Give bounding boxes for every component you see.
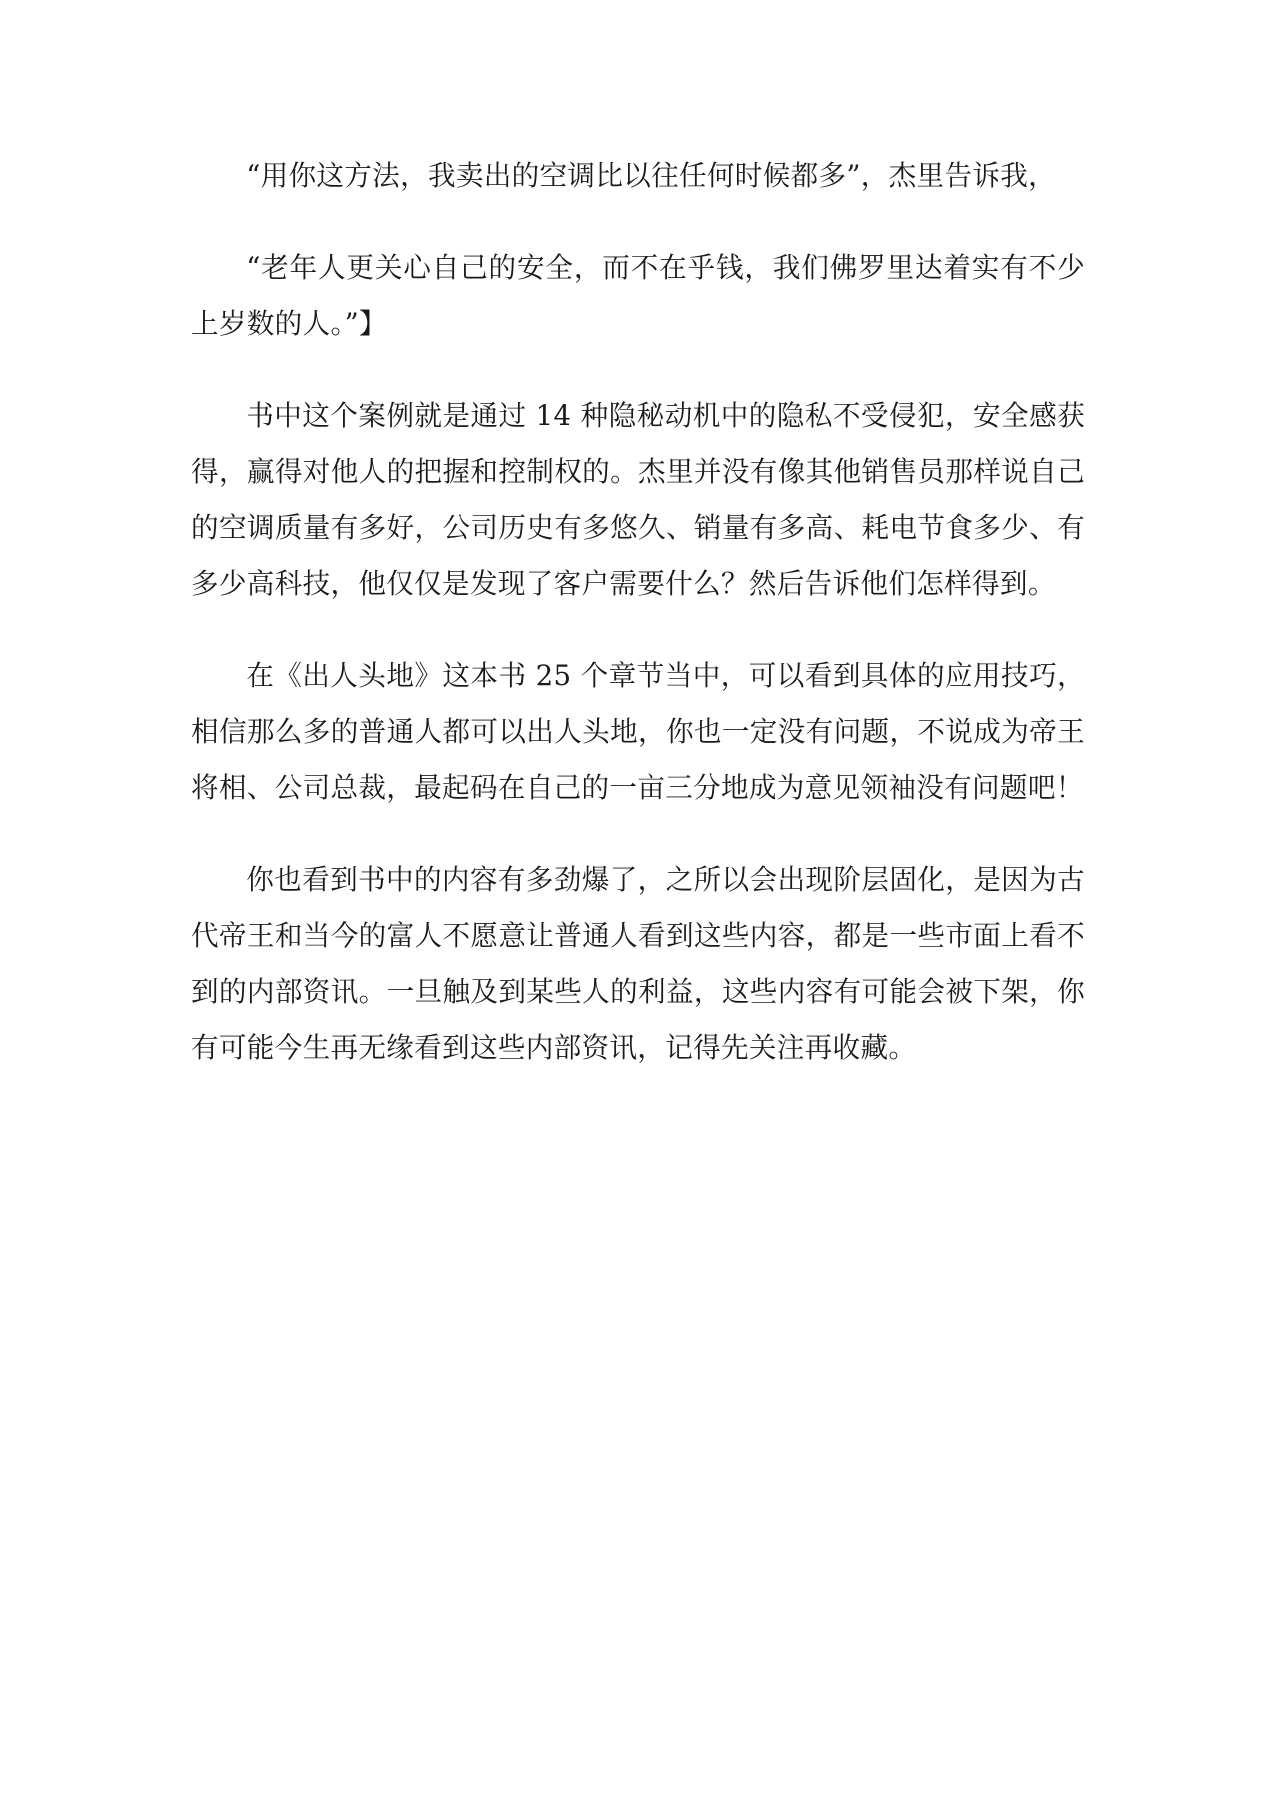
paragraph-quote-elderly: “老年人更关心自己的安全，而不在乎钱，我们佛罗里达着实有不少上岁数的人。”】 <box>191 251 1085 340</box>
paragraph-book-chapters: 在《出人头地》这本书 25 个章节当中，可以看到具体的应用技巧，相信那么多的普通人都可以出人头地，你也一定没有问题，不说成为帝王将相、公司总裁，最起码在自己的一亩三分地成为意见领袖没有问题吧！ <box>191 659 1085 804</box>
paragraph-case-analysis: 书中这个案例就是通过 14 种隐秘动机中的隐私不受侵犯，安全感获得，赢得对他人的把握和控制权的。杰里并没有像其他销售员那样说自己的空调质量有多好，公司历史有多悠久、销量有多高、耗电节食多少、有多少高科技，他仅仅是发现了客户需要什么？然后告诉他们怎样得到。 <box>191 399 1085 600</box>
paragraph-closing: 你也看到书中的内容有多劲爆了，之所以会出现阶层固化，是因为古代帝王和当今的富人不愿意让普通人看到这些内容，都是一些市面上看不到的内部资讯。一旦触及到某些人的利益，这些内容有可能会被下架，你有可能今生再无缘看到这些内部资讯，记得先关注再收藏。 <box>191 863 1085 1064</box>
document-body <box>191 148 1085 1112</box>
paragraph-quote-sales: “用你这方法，我卖出的空调比以往任何时候都多”，杰里告诉我， <box>246 159 1057 192</box>
